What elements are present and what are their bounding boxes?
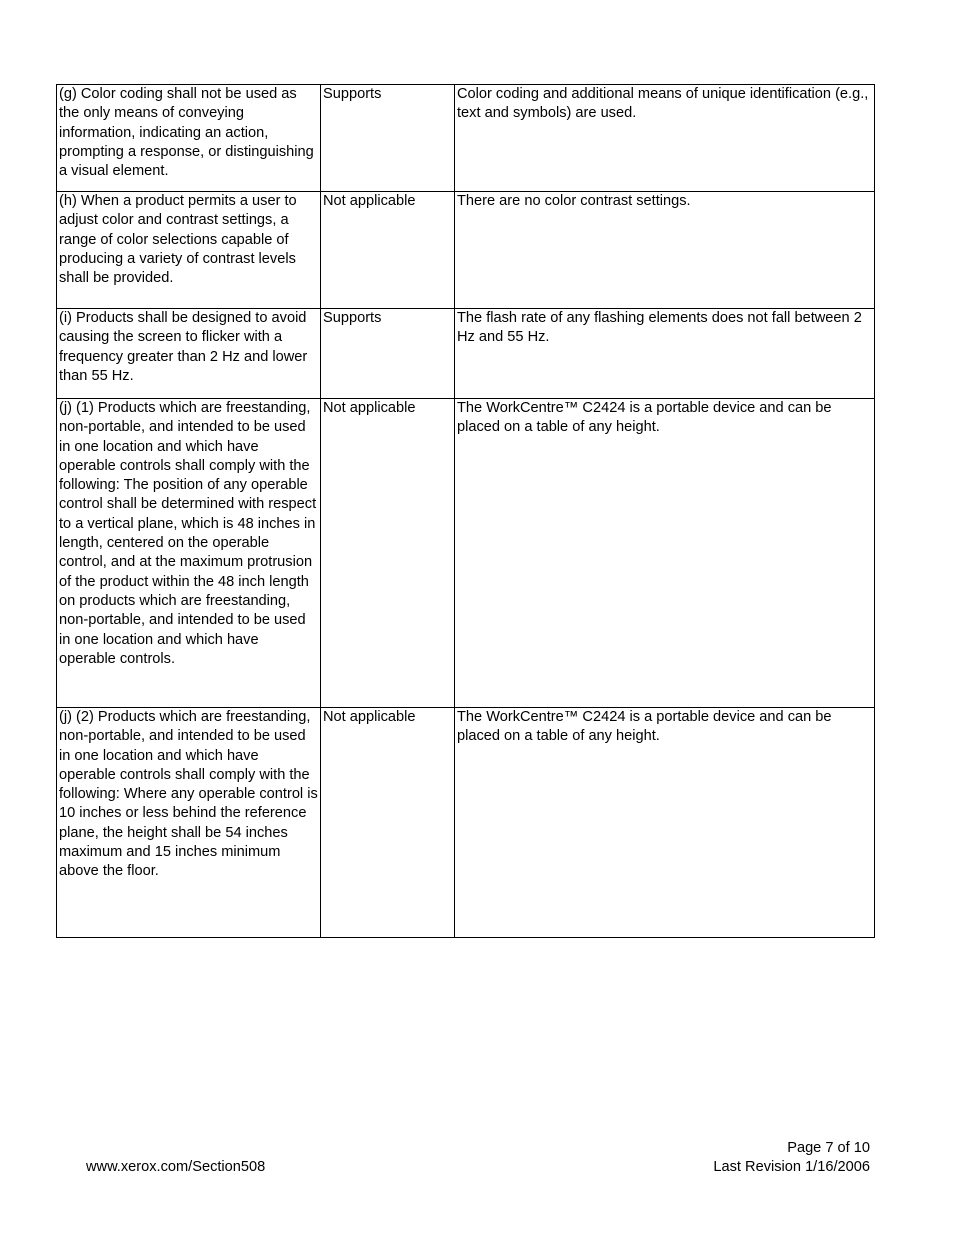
remarks-cell: The WorkCentre™ C2424 is a portable device and can be placed on a table of any height. bbox=[455, 708, 875, 938]
remarks-cell: Color coding and additional means of unique identification (e.g., text and symbols) are used. bbox=[455, 85, 875, 192]
section508-criteria-table bbox=[56, 84, 875, 938]
table-row bbox=[57, 399, 875, 708]
criteria-cell: (g) Color coding shall not be used as the only means of conveying information, indicating an action, prompting a response, or distinguishing a visual element. bbox=[57, 85, 321, 192]
footer-url: www.xerox.com/Section508 bbox=[86, 1159, 266, 1175]
criteria-cell: (j) (2) Products which are freestanding, non-portable, and intended to be used in one location and which have operable controls shall comply with the following: Where any operable control is 10 inches or less behind the reference plane, the height shall be 54 inches maximum and 15 inches minimum above the floor. bbox=[57, 708, 321, 938]
last-revision-date: Last Revision 1/16/2006 bbox=[713, 1159, 870, 1175]
table-row bbox=[57, 192, 875, 309]
table-row bbox=[57, 85, 875, 192]
support-level-cell: Supports bbox=[321, 309, 455, 399]
footer-page-info bbox=[713, 1139, 870, 1177]
remarks-cell: The flash rate of any flashing elements does not fall between 2 Hz and 55 Hz. bbox=[455, 309, 875, 399]
criteria-cell: (j) (1) Products which are freestanding, non-portable, and intended to be used in one location and which have operable controls shall comply with the following: The position of any operable control shall be determined with respect to a vertical plane, which is 48 inches in length, centered on the operable control, and at the maximum protrusion of the product within the 48 inch length on products which are freestanding, non-portable, and intended to be used in one location and which have operable controls. bbox=[57, 399, 321, 708]
support-level-cell: Not applicable bbox=[321, 708, 455, 938]
page-number: Page 7 of 10 bbox=[787, 1140, 870, 1156]
support-level-cell: Supports bbox=[321, 85, 455, 192]
criteria-cell: (h) When a product permits a user to adjust color and contrast settings, a range of color selections capable of producing a variety of contrast levels shall be provided. bbox=[57, 192, 321, 309]
support-level-cell: Not applicable bbox=[321, 192, 455, 309]
table-row bbox=[57, 309, 875, 399]
support-level-cell: Not applicable bbox=[321, 399, 455, 708]
criteria-cell: (i) Products shall be designed to avoid causing the screen to flicker with a frequency greater than 2 Hz and lower than 55 Hz. bbox=[57, 309, 321, 399]
remarks-cell: There are no color contrast settings. bbox=[455, 192, 875, 309]
table-row bbox=[57, 708, 875, 938]
remarks-cell: The WorkCentre™ C2424 is a portable device and can be placed on a table of any height. bbox=[455, 399, 875, 708]
